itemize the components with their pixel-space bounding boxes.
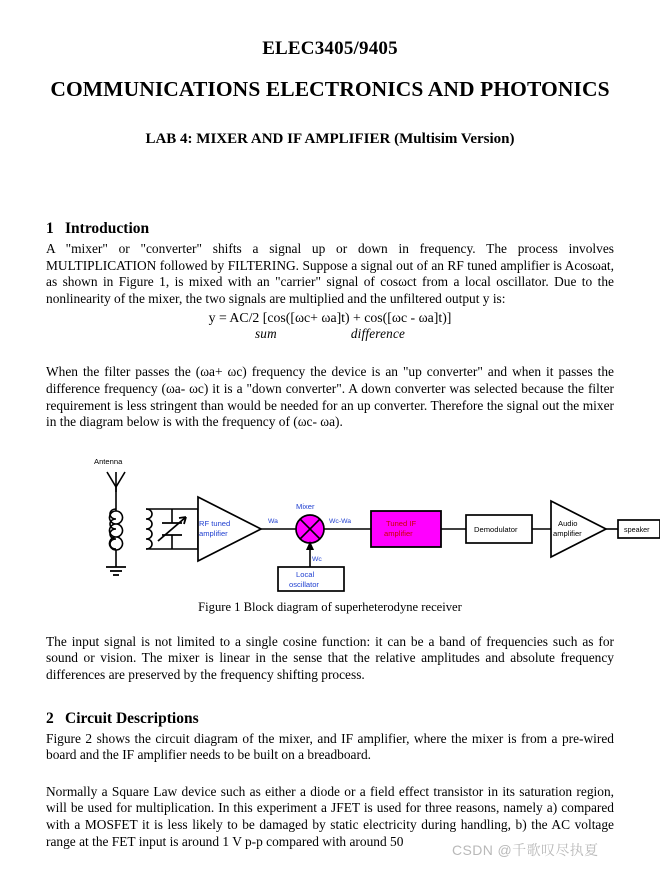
paragraph-circuit-2: Normally a Square Law device such as either a diode or a field effect transistor in its saturation region, will be used for multiplication. In this experiment a JFET is used for three reasons, namely a) compared with a MOSFET it is less likely to be damaged by static electricity during handling, b) the AC voltage range at the FET input is around 1 V p-p compared with around 50 bbox=[46, 783, 614, 849]
mixer-symbol-icon bbox=[296, 515, 324, 543]
demodulator-label: Demodulator bbox=[474, 524, 518, 534]
equation-mixer-output: y = AC/2 [cos([ωc+ ωa]t) + cos([ωc - ωa]t)] bbox=[208, 310, 452, 326]
section-number-2: 2 bbox=[46, 709, 54, 727]
paragraph-circuit-1: Figure 2 shows the circuit diagram of the mixer, and IF amplifier, where the mixer is from a pre-wired board and the IF amplifier needs to be built on a breadboard. bbox=[46, 730, 614, 763]
course-title: COMMUNICATIONS ELECTRONICS AND PHOTONICS bbox=[50, 77, 610, 101]
signal-label-wc: Wc bbox=[312, 555, 322, 563]
section-label-2: Circuit Descriptions bbox=[65, 709, 199, 727]
speaker-label: speaker bbox=[624, 524, 650, 534]
local-osc-label-line2: oscillator bbox=[289, 579, 319, 589]
lab-title: LAB 4: MIXER AND IF AMPLIFIER (Multisim Version) bbox=[145, 131, 515, 147]
primary-inductor-icon bbox=[110, 509, 116, 549]
tuned-if-label-line2: amplifier bbox=[384, 528, 413, 538]
audio-amp-label-line1: Audio bbox=[558, 518, 578, 528]
signal-label-wa: Wa bbox=[268, 517, 278, 525]
paragraph-intro-3: The input signal is not limited to a single cosine function: it can be a band of frequencies such as for sound or vision. The mixer is linear in the sense that the relative amplitudes and absolute frequency differences are preserved by the frequency shifting process. bbox=[46, 633, 614, 682]
paragraph-intro-1: A "mixer" or "converter" shifts a signal up or down in frequency. The process involves MULTIPLICATION followed by FILTERING. Suppose a signal out of an RF tuned amplifier is Acosωat, as shown in Figure 1, is mixed with an "carrier" signal of cosωct from a local oscillator. Due to the nonlinearity of the mixer, the two signals are multiplied and the unfiltered output y is: bbox=[46, 241, 614, 306]
equation-term-labels bbox=[46, 326, 614, 342]
rf-amp-label-line2: amplifier bbox=[199, 528, 228, 538]
local-osc-label-line1: Local bbox=[296, 569, 315, 579]
figure-1-caption: Figure 1 Block diagram of superheterodyne receiver bbox=[198, 599, 462, 614]
rf-amp-label-line1: RF tuned bbox=[199, 518, 231, 528]
paragraph-intro-2: When the filter passes the (ωa+ ωc) frequency the device is an "up converter" and when it passes the difference frequency (ωa- ωc) it is a "down converter". A down converter was selected because the filter requirement is less stringent than would be needed for an up converter. Therefore the signal out the mixer in the diagram below is with the frequency of (ωc- ωa). bbox=[46, 364, 614, 430]
figure-1-block-diagram bbox=[46, 449, 650, 591]
equation-label-sum: sum bbox=[254, 326, 277, 342]
wire-localosc-to-mixer bbox=[306, 541, 314, 567]
mixer-label: Mixer bbox=[296, 501, 315, 511]
page-content bbox=[46, 0, 650, 850]
audio-amp-label-line2: amplifier bbox=[553, 528, 582, 538]
ground-symbol-icon bbox=[106, 567, 126, 575]
superheterodyne-block-diagram-svg bbox=[46, 449, 650, 591]
section-heading-introduction bbox=[46, 220, 614, 238]
csdn-watermark: CSDN @千歌叹尽执夏 bbox=[452, 842, 599, 858]
section-heading-circuit-descriptions bbox=[46, 710, 614, 728]
section-number-1: 1 bbox=[46, 220, 54, 237]
tuned-if-label-line1: Tuned IF bbox=[386, 518, 417, 528]
course-code-title: ELEC3405/9405 bbox=[262, 38, 398, 59]
equation-label-difference: difference bbox=[350, 326, 406, 342]
signal-label-wc-wa: Wc-Wa bbox=[329, 517, 352, 525]
antenna-label: Antenna bbox=[94, 456, 123, 466]
section-label-1: Introduction bbox=[65, 220, 150, 237]
secondary-inductor-icon bbox=[146, 509, 152, 549]
